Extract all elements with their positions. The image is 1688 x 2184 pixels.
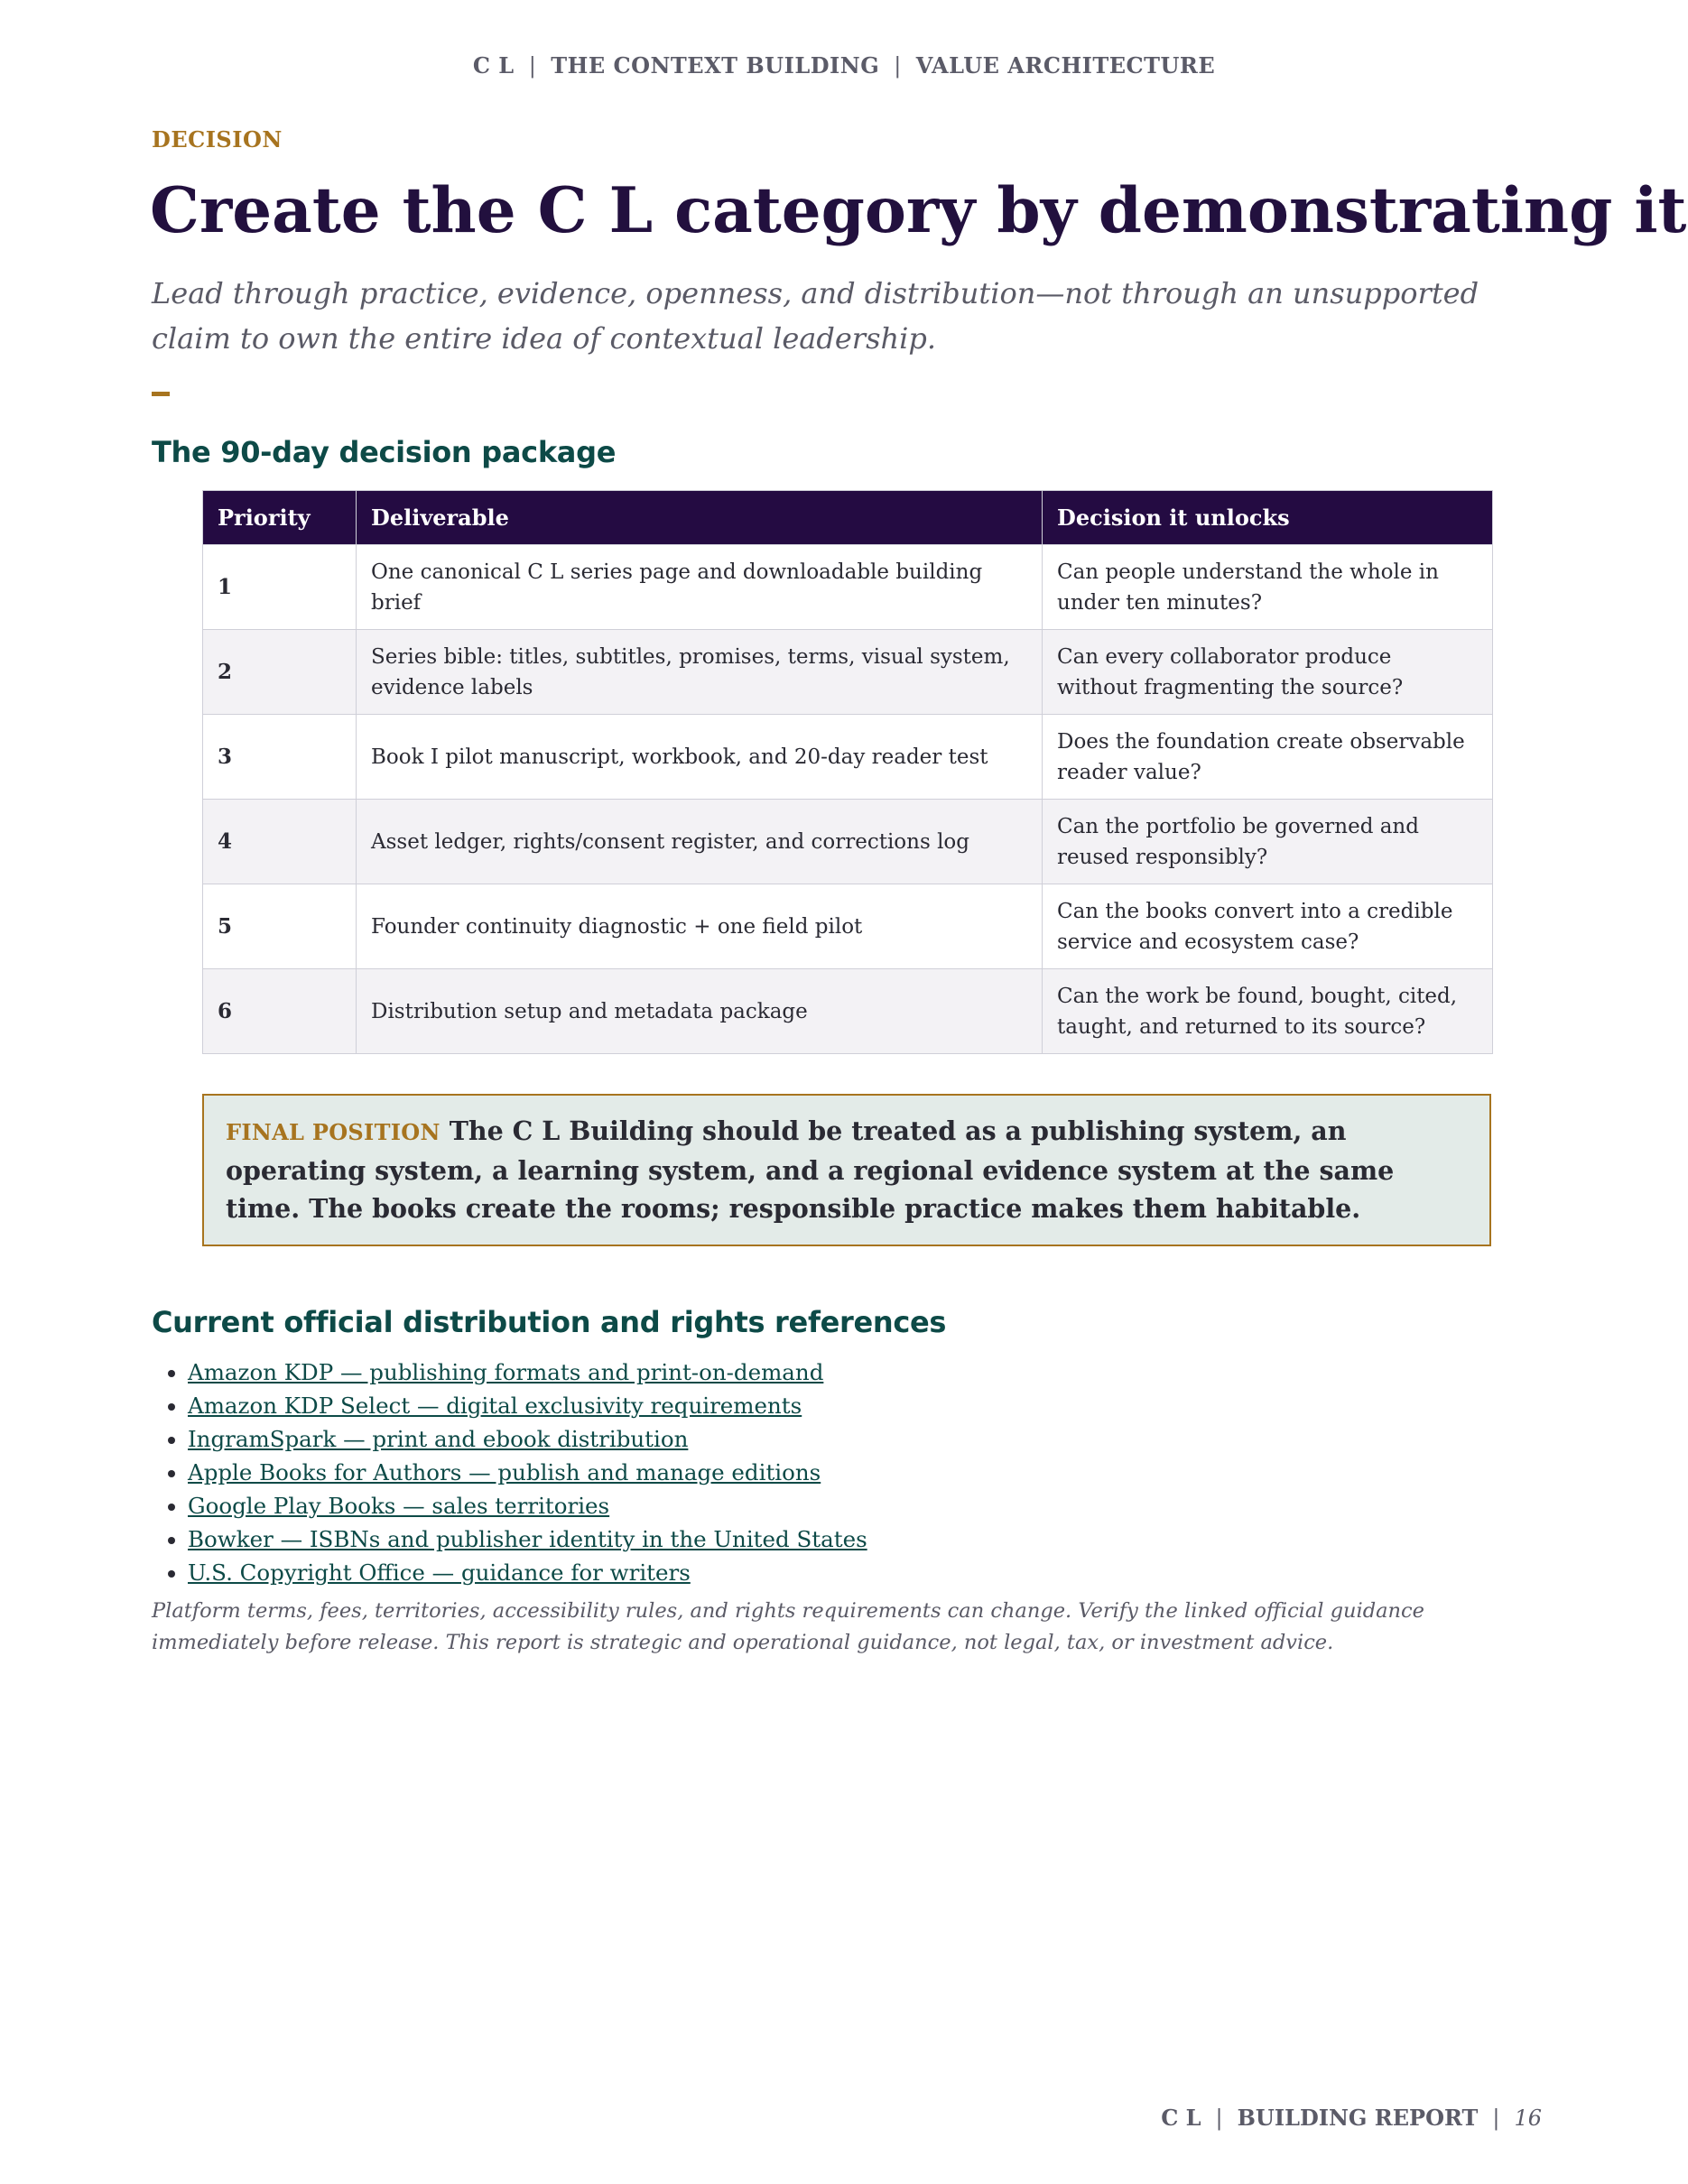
priority-cell: 4 [203, 800, 357, 884]
reference-link-bowker[interactable]: Bowker — ISBNs and publisher identity in the United States [188, 1526, 867, 1552]
package-heading: The 90-day decision package [152, 435, 617, 469]
footer-series: C L [1161, 2105, 1201, 2131]
table-row [203, 715, 1493, 800]
priority-cell: 6 [203, 969, 357, 1054]
list-item [188, 1422, 867, 1456]
table-row [203, 545, 1493, 630]
footer-label: BUILDING REPORT [1237, 2105, 1479, 2131]
list-item [188, 1556, 867, 1589]
section-kicker: DECISION [152, 126, 283, 153]
column-header-decision: Decision it unlocks [1043, 491, 1493, 545]
reference-link-copyright-office[interactable]: U.S. Copyright Office — guidance for writers [188, 1559, 691, 1586]
running-header [0, 52, 1688, 79]
column-header-priority: Priority [203, 491, 357, 545]
final-position-callout [202, 1094, 1491, 1246]
decision-cell: Can people understand the whole in under ten minutes? [1043, 545, 1493, 630]
decision-cell: Can every collaborator produce without fragmenting the source? [1043, 630, 1493, 715]
reference-link-ingramspark[interactable]: IngramSpark — print and ebook distribution [188, 1426, 689, 1452]
header-separator: | [528, 53, 537, 79]
deliverable-cell: Distribution setup and metadata package [357, 969, 1043, 1054]
priority-cell: 3 [203, 715, 357, 800]
list-item [188, 1522, 867, 1556]
decision-cell: Does the foundation create observable reader value? [1043, 715, 1493, 800]
final-position-label: FINAL POSITION [226, 1119, 441, 1145]
accent-rule [152, 392, 170, 396]
priority-cell: 2 [203, 630, 357, 715]
table-row [203, 884, 1493, 969]
page-subtitle: Lead through practice, evidence, openness, and distribution—not through an unsupported claim to own the entire idea of contextual leadership. [152, 276, 1479, 356]
reference-link-apple-books[interactable]: Apple Books for Authors — publish and manage editions [188, 1459, 821, 1485]
list-item [188, 1456, 867, 1489]
list-item [188, 1356, 867, 1389]
references-heading: Current official distribution and rights references [152, 1305, 947, 1339]
reference-link-amazon-kdp[interactable]: Amazon KDP — publishing formats and print-on-demand [188, 1359, 824, 1385]
header-separator: | [894, 53, 902, 79]
footer-separator: | [1492, 2105, 1500, 2131]
priority-cell: 5 [203, 884, 357, 969]
header-section: VALUE ARCHITECTURE [915, 52, 1216, 79]
table-row [203, 800, 1493, 884]
decision-cell: Can the portfolio be governed and reused responsibly? [1043, 800, 1493, 884]
deliverable-cell: Series bible: titles, subtitles, promises, terms, visual system, evidence labels [357, 630, 1043, 715]
running-footer [1161, 2105, 1542, 2131]
column-header-deliverable: Deliverable [357, 491, 1043, 545]
footer-separator: | [1215, 2105, 1223, 2131]
header-series: C L [472, 52, 515, 79]
reference-links-list [152, 1356, 867, 1589]
reference-link-kdp-select[interactable]: Amazon KDP Select — digital exclusivity requirements [188, 1393, 802, 1419]
decision-cell: Can the work be found, bought, cited, taught, and returned to its source? [1043, 969, 1493, 1054]
deliverable-cell: One canonical C L series page and downloadable building brief [357, 545, 1043, 630]
deliverable-cell: Founder continuity diagnostic + one field pilot [357, 884, 1043, 969]
page-title: Create the C L category by demonstrating it [150, 174, 1687, 247]
final-position-text: The C L Building should be treated as a publishing system, an operating system, a learning system, and a regional evidence system at the same time. The books create the rooms; responsible practice makes them habitable. [226, 1115, 1395, 1224]
list-item [188, 1389, 867, 1422]
deliverable-cell: Book I pilot manuscript, workbook, and 20-day reader test [357, 715, 1043, 800]
page-number: 16 [1514, 2105, 1542, 2131]
table-header-row [203, 491, 1493, 545]
list-item [188, 1489, 867, 1522]
decision-package-table [202, 490, 1493, 1054]
table-row [203, 630, 1493, 715]
header-book: THE CONTEXT BUILDING [551, 52, 880, 79]
priority-cell: 1 [203, 545, 357, 630]
decision-cell: Can the books convert into a credible service and ecosystem case? [1043, 884, 1493, 969]
table-row [203, 969, 1493, 1054]
reference-link-google-play-books[interactable]: Google Play Books — sales territories [188, 1493, 610, 1519]
disclaimer-note: Platform terms, fees, territories, accessibility rules, and rights requirements can change. Verify the linked official guidance immediately before release. This report is strategic and operational guidance, not legal, tax, or investment advice. [152, 1599, 1424, 1654]
deliverable-cell: Asset ledger, rights/consent register, and corrections log [357, 800, 1043, 884]
